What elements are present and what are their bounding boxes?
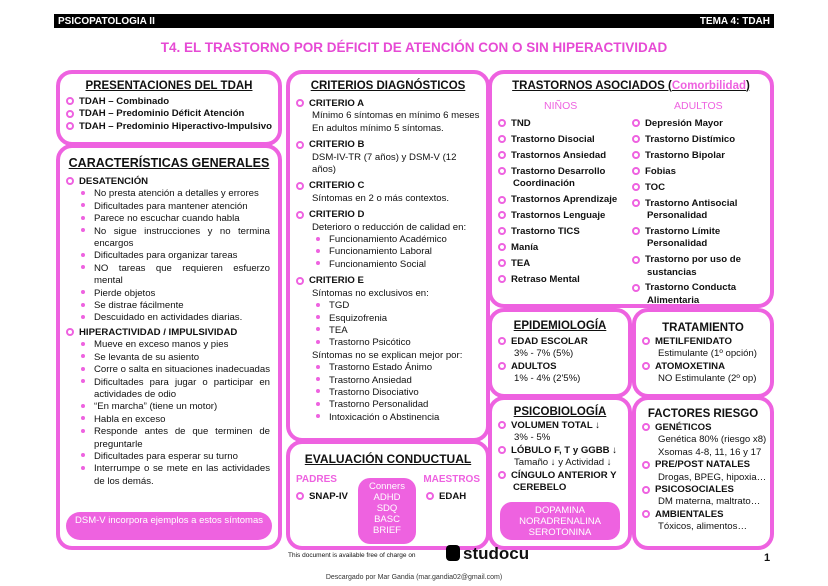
metilfenidato-text: Estimulante (1º opción) [658,348,757,360]
atomoxetina-text: NO Estimulante (2º op) [658,373,757,385]
ring-bullet-icon [498,135,506,143]
list-item: Habla en exceso [66,414,270,426]
list-item: Trastornos Ansiedad [498,150,632,162]
prenatales-heading: PRE/POST NATALES [642,459,770,471]
list-item: Interrumpe o se mete en las actividades de los demás. [66,463,270,488]
factores-content [636,420,770,534]
list-item: Responde antes de que terminen de preguntarle [66,426,270,451]
presentaciones-list [60,92,278,133]
geneticos-text: Xsomas 4-8, 11, 16 y 17 [658,446,762,458]
ring-bullet-icon [632,227,640,235]
list-item: Depresión Mayor [632,118,770,130]
ring-bullet-icon [66,97,74,105]
list-item: Funcionamiento Académico [296,234,482,246]
evaluacion-box [286,440,490,550]
list-item: Se distrae fácilmente [66,300,270,312]
list-item: Manía [498,242,632,254]
dot-bullet-icon [81,416,85,420]
ring-bullet-icon [498,421,506,429]
list-item: Mueve en exceso manos y pies [66,339,270,351]
epidemiologia-box [488,308,632,398]
ring-bullet-icon [498,196,506,204]
epidemiologia-content [492,332,628,386]
ring-bullet-icon [66,110,74,118]
list-item: Trastorno Distímico [632,134,770,146]
dot-bullet-icon [81,404,85,408]
ring-bullet-icon [632,284,640,292]
dot-bullet-icon [81,379,85,383]
dot-bullet-icon [81,228,85,232]
volumen-text: 3% - 5% [514,432,551,444]
caracteristicas-box [56,144,282,550]
ring-bullet-icon [632,167,640,175]
criterio-e-text: Síntomas no se explican mejor por: [312,349,463,361]
caracteristicas-content [60,170,278,488]
dot-bullet-icon [316,261,320,265]
ring-bullet-icon [66,328,74,336]
dot-bullet-icon [81,453,85,457]
ring-bullet-icon [632,256,640,264]
adultos-heading: ADULTOS [674,100,723,112]
header-bar [54,14,774,28]
padres-item: SNAP-IV [296,491,348,503]
list-item: Trastorno Bipolar [632,150,770,162]
tratamiento-content [636,334,770,386]
factores-title: FACTORES RIESGO [647,408,759,420]
criterio-b-text: DSM-IV-TR (7 años) y DSM-V (12 años) [312,151,457,176]
ring-bullet-icon [296,182,304,190]
prenatales-text: Drogas, BPEG, hipoxia… [658,471,767,483]
ring-bullet-icon [66,122,74,130]
adultos-heading: ADULTOS [498,361,628,373]
list-item: TEA [498,258,632,270]
list-item: Se levanta de su asiento [66,352,270,364]
evaluacion-title: EVALUACIÓN CONDUCTUAL [304,452,472,466]
ring-bullet-icon [498,211,506,219]
volumen-heading: VOLUMEN TOTAL ↓ [498,420,628,432]
list-item: TGD [296,300,482,312]
tratamiento-box [632,308,774,398]
dot-bullet-icon [316,303,320,307]
list-item: TDAH – Predominio Hiperactivo-Impulsivo [66,121,278,133]
criterio-b-heading: CRITERIO B [296,139,482,151]
list-item: Dificultades para organizar tareas [66,250,270,262]
adultos-list [632,118,770,311]
criterio-e-heading: CRITERIO E [296,275,482,287]
dot-bullet-icon [81,290,85,294]
ring-bullet-icon [498,275,506,283]
ring-bullet-icon [642,486,650,494]
adultos-value: 1% - 4% (2'5%) [514,373,581,385]
ambientales-heading: AMBIENTALES [642,509,770,521]
geneticos-text: Genética 80% (riesgo x8) [658,434,767,446]
ring-bullet-icon [642,510,650,518]
list-item: Descuidado en actividades diarias. [66,312,270,324]
dot-bullet-icon [81,367,85,371]
list-item: Trastorno Psicótico [296,337,482,349]
ring-bullet-icon [296,211,304,219]
ring-bullet-icon [642,337,650,345]
hiperactividad-list [66,339,270,488]
ring-bullet-icon [498,362,506,370]
geneticos-heading: GENÉTICOS [642,422,770,434]
download-notice: Descargado por Mar Gandia (mar.gandia02@gmail.com) [325,574,503,581]
ring-bullet-icon [498,167,506,175]
dot-bullet-icon [316,402,320,406]
studocu-logo-icon [446,545,460,561]
criterio-e-list-2 [296,362,482,424]
list-item: Trastornos Lenguaje [498,210,632,222]
psicobiologia-content [492,418,628,494]
ring-bullet-icon [498,259,506,267]
edad-escolar-value: 3% - 7% (5%) [514,348,574,360]
criterios-content [290,92,486,424]
ring-bullet-icon [498,446,506,454]
padres-label: PADRES [296,474,337,485]
list-item: No presta atención a detalles y errores [66,188,270,200]
list-item: Intoxicación o Abstinencia [296,412,482,424]
studocu-logo[interactable]: studocu [446,544,529,564]
criterio-d-text: Deterioro o reducción de calidad en: [312,221,467,233]
dot-bullet-icon [81,303,85,307]
criterios-title: CRITERIOS DIAGNÓSTICOS [310,80,466,92]
page-title: T4. EL TRASTORNO POR DÉFICIT DE ATENCIÓN CON O SIN HIPERACTIVIDAD [160,40,668,55]
list-item: Retraso Mental [498,274,632,286]
list-item: TND [498,118,632,130]
ring-bullet-icon [632,183,640,191]
ambientales-text: Tóxicos, alimentos… [658,521,748,533]
list-item: Parece no escuchar cuando habla [66,213,270,225]
ring-bullet-icon [632,199,640,207]
dot-bullet-icon [81,354,85,358]
ring-bullet-icon [498,337,506,345]
list-item: Fobias [632,166,770,178]
free-notice: This document is available free of charge on [288,552,416,559]
dot-bullet-icon [81,342,85,346]
header-subject: PSICOPATOLOGIA II [58,15,155,27]
list-item: Trastorno por uso de sustancias [632,254,770,279]
epidemiologia-title: EPIDEMIOLOGÍA [513,320,607,332]
dot-bullet-icon [81,253,85,257]
list-item: TOC [632,182,770,194]
dot-bullet-icon [316,249,320,253]
list-item: Dificultades para jugar o participar en actividades de odio [66,377,270,402]
criterio-c-text: Síntomas en 2 o más contextos. [312,192,450,204]
ring-bullet-icon [296,492,304,500]
ring-bullet-icon [642,362,650,370]
maestros-item: EDAH [426,491,466,503]
factores-box [632,396,774,550]
list-item: TDAH – Combinado [66,96,278,108]
dot-bullet-icon [81,216,85,220]
list-item: Trastorno Límite Personalidad [632,226,770,251]
dot-bullet-icon [316,377,320,381]
caracteristicas-title: CARACTERÍSTICAS GENERALES [68,156,270,170]
criterio-a-heading: CRITERIO A [296,98,482,110]
header-topic: TEMA 4: TDAH [699,15,770,27]
dot-bullet-icon [316,365,320,369]
ninos-heading: NIÑOS [544,100,578,112]
ring-bullet-icon [642,423,650,431]
dot-bullet-icon [316,414,320,418]
criterio-e-list [296,300,482,350]
dot-bullet-icon [316,315,320,319]
metilfenidato-heading: METILFENIDATO [642,336,770,348]
criterio-c-heading: CRITERIO C [296,180,482,192]
ring-bullet-icon [632,119,640,127]
ring-bullet-icon [498,151,506,159]
ring-bullet-icon [296,141,304,149]
list-item: TDAH – Predominio Déficit Atención [66,108,278,120]
dot-bullet-icon [81,265,85,269]
list-item: Funcionamiento Laboral [296,246,482,258]
ring-bullet-icon [498,119,506,127]
page-number: 1 [764,552,771,564]
ring-bullet-icon [642,461,650,469]
dot-bullet-icon [81,315,85,319]
criterio-d-list [296,234,482,271]
dsm-note: DSM-V incorpora ejemplos a estos síntomas [66,512,272,540]
list-item: Trastornos Aprendizaje [498,194,632,206]
maestros-label: MAESTROS [423,474,480,485]
dot-bullet-icon [81,466,85,470]
list-item: No sigue instrucciones y no termina encargos [66,226,270,251]
list-item: Trastorno Disocial [498,134,632,146]
ring-bullet-icon [498,471,506,479]
ring-bullet-icon [66,177,74,185]
criterio-a-text: Mínimo 6 síntomas en mínimo 6 meses [312,110,480,122]
cingulo-heading: CÍNGULO ANTERIOR Y CEREBELO [498,470,628,495]
ring-bullet-icon [426,492,434,500]
list-item: Trastorno Estado Ánimo [296,362,482,374]
dot-bullet-icon [316,389,320,393]
list-item: Trastorno TICS [498,226,632,238]
instruments-pill: Conners ADHD SDQ BASC BRIEF [358,478,416,544]
presentaciones-title: PRESENTACIONES DEL TDAH [85,80,253,92]
dot-bullet-icon [316,327,320,331]
criterio-e-text: Síntomas no exclusivos en: [312,287,429,299]
lobulo-heading: LÓBULO F, T y GGBB ↓ [498,445,628,457]
dot-bullet-icon [81,203,85,207]
list-item: TEA [296,325,482,337]
list-item: NO tareas que requieren esfuerzo mental [66,263,270,288]
list-item: Trastorno Disociativo [296,387,482,399]
list-item: Corre o salta en situaciones inadecuadas [66,364,270,376]
desatencion-heading: DESATENCIÓN [66,176,270,188]
dot-bullet-icon [81,191,85,195]
ring-bullet-icon [498,243,506,251]
ring-bullet-icon [498,227,506,235]
list-item: Trastorno Personalidad [296,399,482,411]
list-item: Funcionamiento Social [296,259,482,271]
criterio-a-text: En adultos mínimo 5 síntomas. [312,122,444,134]
list-item: Trastorno Conducta Alimentaria [632,282,770,307]
neurotransmitters-pill: DOPAMINA NORADRENALINA SEROTONINA [500,502,620,540]
ring-bullet-icon [296,99,304,107]
ring-bullet-icon [632,151,640,159]
hiperactividad-heading: HIPERACTIVIDAD / IMPULSIVIDAD [66,327,270,339]
ring-bullet-icon [296,277,304,285]
psicobiologia-title: PSICOBIOLOGÍA [513,406,607,418]
list-item: Dificultades para mantener atención [66,201,270,213]
list-item: Esquizofrenia [296,313,482,325]
list-item: Trastorno Desarrollo Coordinación [498,166,632,191]
lobulo-text: Tamaño ↓ y Actividad ↓ [514,457,612,469]
list-item: Trastorno Antisocial Personalidad [632,198,770,223]
psicobiologia-box [488,396,632,550]
criterios-box [286,70,490,442]
dot-bullet-icon [81,429,85,433]
asociados-box [488,70,774,308]
presentaciones-box [56,70,282,146]
desatencion-list [66,188,270,324]
psicosociales-text: DM materna, maltrato… [658,496,761,508]
list-item: Trastorno Ansiedad [296,375,482,387]
asociados-title: TRASTORNOS ASOCIADOS (Comorbilidad) [512,80,750,92]
tratamiento-title: TRATAMIENTO [662,322,744,334]
criterio-d-heading: CRITERIO D [296,209,482,221]
psicosociales-heading: PSICOSOCIALES [642,484,770,496]
ring-bullet-icon [632,135,640,143]
list-item: “En marcha” (tiene un motor) [66,401,270,413]
dot-bullet-icon [316,340,320,344]
edad-escolar-heading: EDAD ESCOLAR [498,336,628,348]
ninos-list [498,118,632,289]
list-item: Pierde objetos [66,288,270,300]
list-item: Dificultades para esperar su turno [66,451,270,463]
atomoxetina-heading: ATOMOXETINA [642,361,770,373]
dot-bullet-icon [316,237,320,241]
